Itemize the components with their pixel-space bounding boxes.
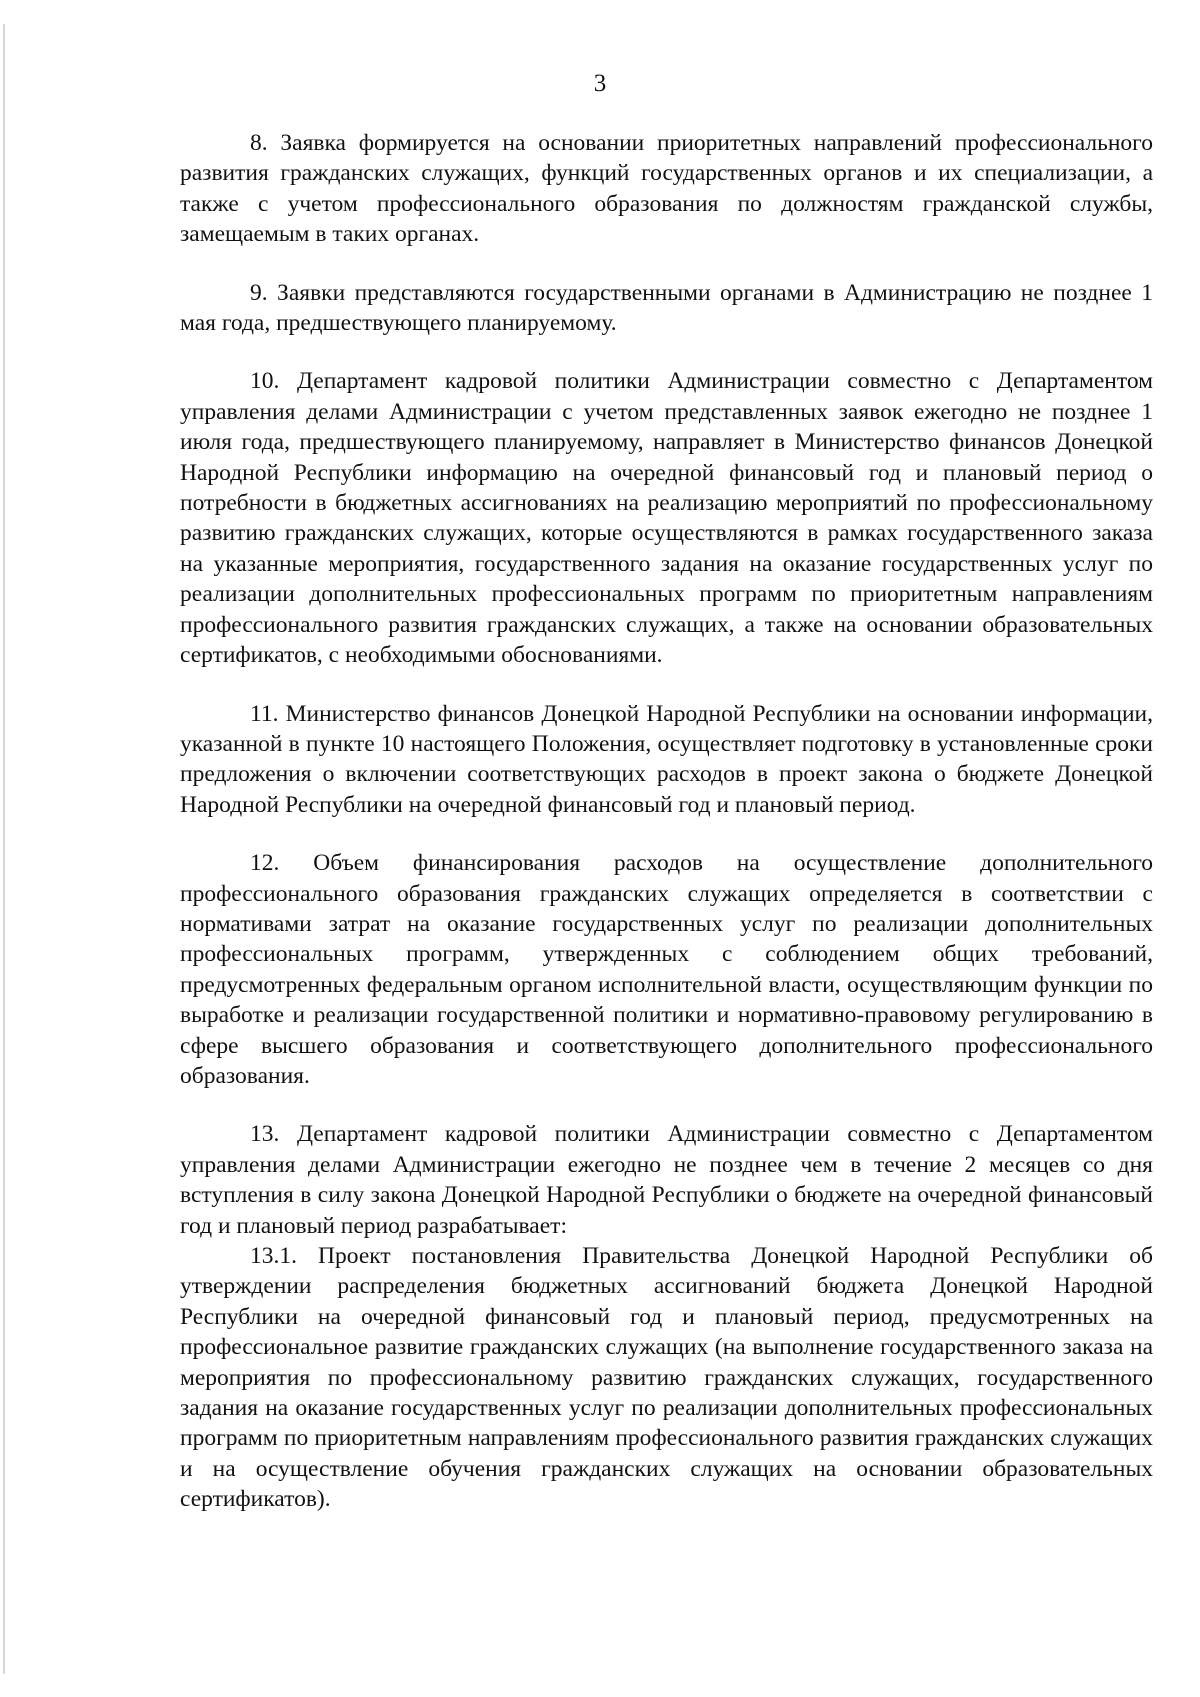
document-body	[180, 128, 1153, 1515]
paragraph-12: 12. Объем финансирования расходов на осуществление дополнительного профессионального образования гражданских служащих определяется в соответствии с нормативами затрат на оказание государственных услуг по реализации дополнительных профессиональных программ, утвержденных с соблюдением общих требований, предусмотренных федеральным органом исполнительной власти, осуществляющим функции по выработке и реализации государственной политики и нормативно-правовому регулированию в сфере высшего образования и соответствующего дополнительного профессионального образования.	[180, 850, 1153, 1089]
paragraph-8: 8. Заявка формируется на основании приоритетных направлений профессионального развития гражданских служащих, функций государственных органов и их специализации, а также с учетом профессионального образования по должностям гражданской службы, замещаемым в таких органах.	[180, 130, 1153, 248]
paragraph-13-1: 13.1. Проект постановления Правительства Донецкой Народной Республики об утверждении распределения бюджетных ассигнований бюджета Донецкой Народной Республики на очередной финансовый год и плановый период, предусмотренных на профессиональное развитие гражданских служащих (на выполнение государственного заказа на мероприятия по профессиональному развитию гражданских служащих, государственного задания на оказание государственных услуг по реализации дополнительных профессиональных программ по приоритетным направлениям профессионального развития гражданских служащих и на осуществление обучения гражданских служащих на основании образовательных сертификатов).	[180, 1243, 1153, 1513]
scan-edge-line	[3, 24, 5, 1674]
paragraph-13: 13. Департамент кадровой политики Администрации совместно с Департаментом управления делами Администрации ежегодно не позднее чем в течение 2 месяцев со дня вступления в силу закона Донецкой Народной Республики о бюджете на очередной финансовый год и плановый период разрабатывает:	[180, 1121, 1153, 1239]
paragraph-10: 10. Департамент кадровой политики Администрации совместно с Департаментом управления делами Администрации с учетом представленных заявок ежегодно не позднее 1 июля года, предшествующего планируемому, направляет в Министерство финансов Донецкой Народной Республики информацию на очередной финансовый год и плановый период о потребности в бюджетных ассигнованиях на реализацию мероприятий по профессиональному развитию гражданских служащих, которые осуществляются в рамках государственного заказа на указанные мероприятия, государственного задания на оказание государственных услуг по реализации дополнительных профессиональных программ по приоритетным направлениям профессионального развития гражданских служащих, а также на основании образовательных сертификатов, с необходимыми обоснованиями.	[180, 368, 1153, 669]
paragraph-9: 9. Заявки представляются государственными органами в Администрацию не позднее 1 мая года, предшествующего планируемому.	[180, 279, 1153, 337]
page-number: 3	[593, 70, 607, 97]
paragraph-11: 11. Министерство финансов Донецкой Народной Республики на основании информации, указанной в пункте 10 настоящего Положения, осуществляет подготовку в установленные сроки предложения о включении соответствующих расходов в проект закона о бюджете Донецкой Народной Республики на очередной финансовый год и плановый период.	[180, 700, 1153, 818]
